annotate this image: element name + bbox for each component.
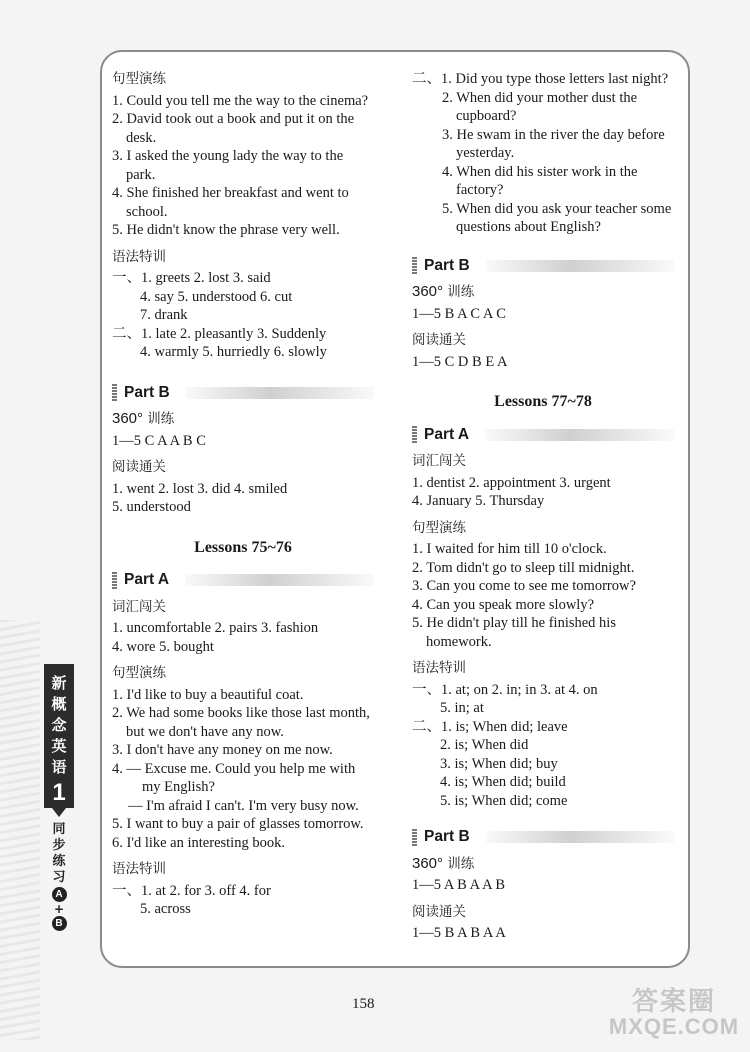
answer-line: 3. I asked the young lady the way to the park. [112,148,344,183]
lessons-title: Lessons 77~78 [494,393,592,410]
answer-line: 4. warmly 5. hurriedly 6. slowly [140,344,327,360]
part-label: Part B [424,256,470,274]
part-label: Part A [424,425,470,443]
part-marker-icon [412,426,417,443]
answer-line: 4. Can you speak more slowly? [412,596,595,613]
answer-line: 3. He swam in the river the day before yesterday. [442,126,665,161]
training-360-number: 360° [112,410,144,427]
badge-plus: + [53,902,65,916]
answer-line: 二、1. is; When did; leave [412,718,568,735]
decorative-streak [186,387,374,399]
answer-line: 5. understood [112,499,191,515]
answer-line: 二、1. Did you type those letters last night? [412,71,669,87]
answer-line: 一、1. greets 2. lost 3. said [112,270,271,286]
answer-line: 1. dentist 2. appointment 3. urgent [412,474,611,491]
answer-line: 5. He didn't play till he finished his homework. [412,615,616,650]
tab-sub-char: 同 [52,822,66,837]
tab-char: 语 [51,758,67,776]
section-heading: 词汇闯关 [412,453,466,469]
site-watermark-logo [604,988,744,1046]
tab-sub-char: 习 [52,870,66,885]
book-series-tab [44,664,74,808]
answer-line: 5. across [140,901,191,917]
answer-line: 1. I'd like to buy a beautiful coat. [112,686,304,703]
book-subtitle-tab [47,822,71,932]
answer-line: 一、1. at 2. for 3. off 4. for [112,882,271,899]
answer-line: 2. is; When did [440,737,529,753]
part-marker-icon [112,572,117,589]
page-number: 158 [352,996,375,1012]
badge-b-icon: B [52,916,67,931]
part-b-header [112,384,374,403]
section-heading: 语法特训 [412,660,466,676]
answer-line: 1. Could you tell me the way to the cinema? [112,92,369,109]
answer-line: 6. I'd like an interesting book. [112,834,285,851]
tab-arrow-icon [52,808,66,817]
answer-line: 1—5 C A A B C [112,432,206,449]
answer-line: 4. say 5. understood 6. cut [140,288,293,305]
section-heading: 句型演练 [412,519,466,536]
left-column [112,70,374,919]
decorative-streak [185,574,374,586]
section-heading: 语法特训 [112,248,166,265]
part-b-header [412,828,674,847]
part-a-header [412,426,674,445]
answer-line: 1—5 B A B A A [412,925,506,941]
part-a-header [112,571,374,590]
page-edge-shadow [0,620,40,1040]
tab-char: 概 [51,695,67,713]
answer-line: 1. went 2. lost 3. did 4. smiled [112,480,288,497]
answer-line: 2. We had some books like those last month, but we don't have any now. [112,705,370,740]
answer-line: 4. is; When did; build [440,774,566,790]
section-heading: 句型演练 [112,71,166,87]
answer-line: 3. I don't have any money on me now. [112,742,333,758]
answer-line: 1. I waited for him till 10 o'clock. [412,541,607,557]
lessons-title: Lessons 75~76 [194,538,292,556]
answer-line: 4. She finished her breakfast and went to school. [112,185,349,220]
section-heading: 阅读通关 [412,332,466,348]
tab-sub-char: 练 [52,854,66,869]
watermark-bottom: MXQE.COM [608,1014,740,1039]
watermark-top: 答案圈 [631,986,716,1016]
training-360-heading [412,283,674,302]
answer-line: 5. in; at [440,700,484,716]
tab-volume-number: 1 [52,779,66,806]
answer-line: 3. is; When did; buy [440,755,558,772]
answer-line: 4. — Excuse me. Could you help me with my English? [112,760,356,795]
section-heading: 阅读通关 [112,459,166,475]
part-marker-icon [412,257,417,274]
part-b-header [412,257,674,276]
decorative-streak [486,260,674,272]
answer-line: 2. When did your mother dust the cupboard? [442,89,638,124]
answer-line: 5. is; When did; come [440,792,568,809]
answer-line: 1—5 A B A A B [412,877,506,893]
right-column [412,70,674,943]
tab-char: 念 [51,716,67,734]
answer-line: 二、1. late 2. pleasantly 3. Suddenly [112,325,327,342]
section-heading: 语法特训 [112,861,166,877]
training-360-heading [412,855,674,874]
answer-line: 4. wore 5. bought [112,638,214,655]
decorative-streak [485,429,674,441]
training-360-label: 训练 [447,855,475,872]
decorative-streak [486,831,674,843]
training-360-number: 360° [412,854,444,872]
answer-line: 5. I want to buy a pair of glasses tomorrow. [112,816,364,832]
section-heading: 词汇闯关 [112,598,166,615]
part-label: Part A [124,571,170,588]
answer-line: 4. When did his sister work in the factory? [442,163,638,198]
answer-line: 一、1. at; on 2. in; in 3. at 4. on [412,681,598,698]
answer-line: 1—5 C D B E A [412,353,508,370]
answer-line: 4. January 5. Thursday [412,493,545,509]
section-heading: 阅读通关 [412,903,466,920]
answer-line: 3. Can you come to see me tomorrow? [412,578,636,594]
answer-line: 7. drank [140,307,188,323]
training-360-heading [112,410,374,429]
training-360-number: 360° [412,283,444,300]
answer-line: — I'm afraid I can't. I'm very busy now. [128,797,359,814]
answer-line: 1. uncomfortable 2. pairs 3. fashion [112,620,319,636]
badge-a-icon: A [52,887,67,902]
answer-line: 2. Tom didn't go to sleep till midnight. [412,559,635,576]
training-360-label: 训练 [447,284,475,300]
answer-line: 5. When did you ask your teacher some questions about English? [442,200,672,235]
tab-char: 英 [51,737,67,755]
part-label: Part B [124,383,170,401]
tab-char: 新 [51,674,67,692]
training-360-label: 训练 [147,411,175,427]
part-marker-icon [112,384,117,401]
answer-line: 5. He didn't know the phrase very well. [112,222,340,238]
section-heading: 句型演练 [112,665,166,681]
answer-line: 2. David took out a book and put it on the desk. [112,111,355,146]
answer-line: 1—5 B A C A C [412,305,506,322]
tab-sub-char: 步 [52,838,66,853]
part-label: Part B [424,828,470,845]
part-marker-icon [412,829,417,846]
